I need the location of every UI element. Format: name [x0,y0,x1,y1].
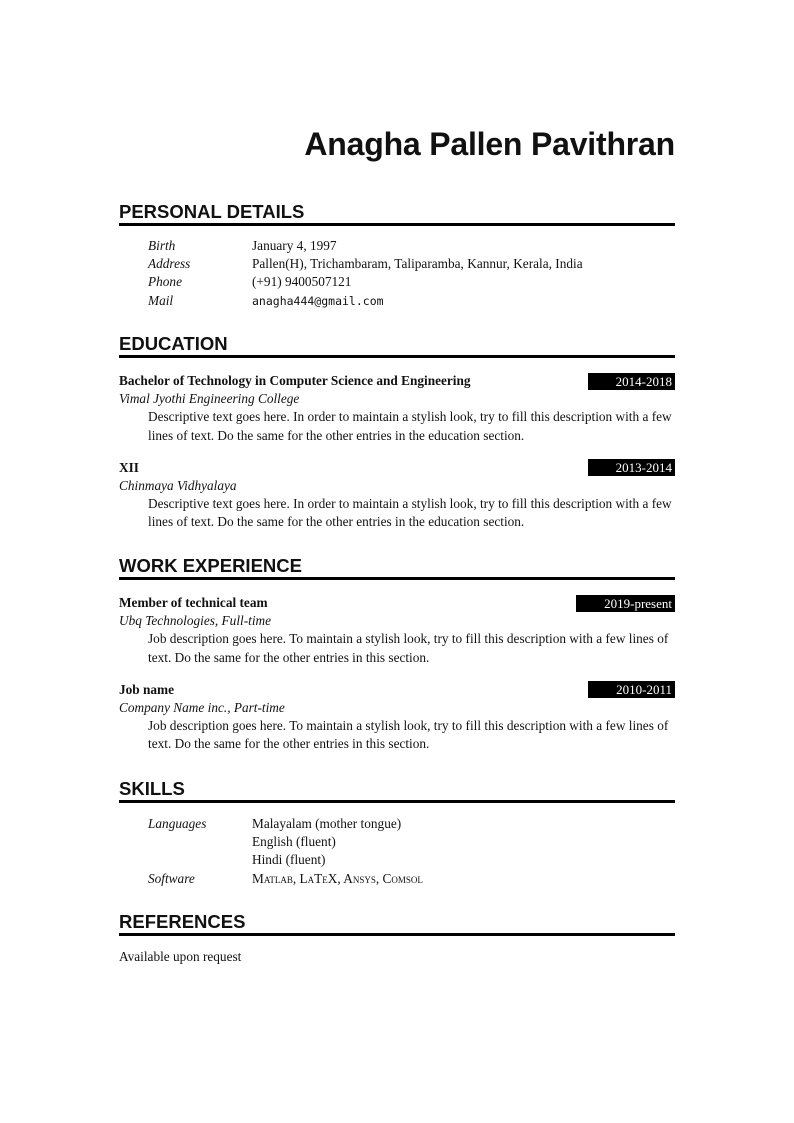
date-badge: 2013-2014 [588,459,675,476]
detail-label: Mail [148,292,174,308]
candidate-name: Anagha Pallen Pavithran [304,126,675,162]
detail-row-birth [119,237,675,255]
date-badge: 2019-present [576,595,675,612]
detail-row-address [119,255,675,273]
skills-list [119,815,675,888]
section-title-work: WORK EXPERIENCE [119,556,675,580]
skills-section [119,779,675,888]
education-section [119,334,675,532]
skill-value: Malayalam (mother tongue) [252,816,402,831]
entry-institution: Vimal Jyothi Engineering College [119,391,300,407]
references-text: Available upon request [119,949,242,964]
work-entry [119,594,675,667]
detail-label: Address [148,256,191,272]
entry-description: Job description goes here. To maintain a stylish look, try to fill this description with a few lines of text. Do the same for the other entries in this section. [148,718,669,752]
section-title-skills: SKILLS [119,779,675,803]
entry-description: Descriptive text goes here. In order to maintain a stylish look, try to fill this description with a few lines of text. Do the same for the other entries in the education section. [148,409,672,443]
skill-row-languages [119,833,675,851]
education-entry [119,459,675,532]
email-link[interactable]: anagha444@gmail.com [252,293,384,308]
entry-title: Job name [119,681,175,697]
references-section [119,912,675,966]
entry-description: Descriptive text goes here. In order to maintain a stylish look, try to fill this description with a few lines of text. Do the same for the other entries in the education section. [148,496,672,530]
skill-label: Languages [148,816,207,831]
skill-row-software [119,870,675,888]
skill-row-languages [119,815,675,833]
detail-label: Phone [148,274,182,290]
detail-row-phone [119,273,675,291]
skill-value: English (fluent) [252,834,336,850]
entry-institution: Company Name inc., Part-time [119,700,285,716]
date-badge: 2014-2018 [588,373,675,390]
personal-details-list [119,237,675,310]
detail-label: Birth [148,238,176,253]
work-experience-section [119,556,675,754]
skill-value: Hindi (fluent) [252,852,326,868]
skill-row-languages [119,851,675,869]
detail-value: January 4, 1997 [252,238,337,253]
skill-value: Matlab, LaTeX, Ansys, Comsol [252,870,423,886]
entry-institution: Chinmaya Vidhyalaya [119,478,237,494]
skill-label: Software [148,870,195,886]
entry-title: Member of technical team [119,595,268,610]
entry-institution: Ubq Technologies, Full-time [119,613,272,629]
detail-value: Pallen(H), Trichambaram, Taliparamba, Kannur, Kerala, India [252,256,583,272]
personal-details-section [119,202,675,310]
entry-description: Job description goes here. To maintain a stylish look, try to fill this description with a few lines of text. Do the same for the other entries in this section. [148,631,669,665]
work-entry [119,681,675,754]
section-title-personal: PERSONAL DETAILS [119,202,675,226]
detail-row-mail [119,292,675,310]
date-badge: 2010-2011 [588,681,675,698]
entry-title: Bachelor of Technology in Computer Science and Engineering [119,373,471,388]
section-title-references: REFERENCES [119,912,675,936]
entry-title: XII [119,459,139,475]
education-entry [119,372,675,445]
section-title-education: EDUCATION [119,334,675,358]
detail-value: (+91) 9400507121 [252,274,352,290]
